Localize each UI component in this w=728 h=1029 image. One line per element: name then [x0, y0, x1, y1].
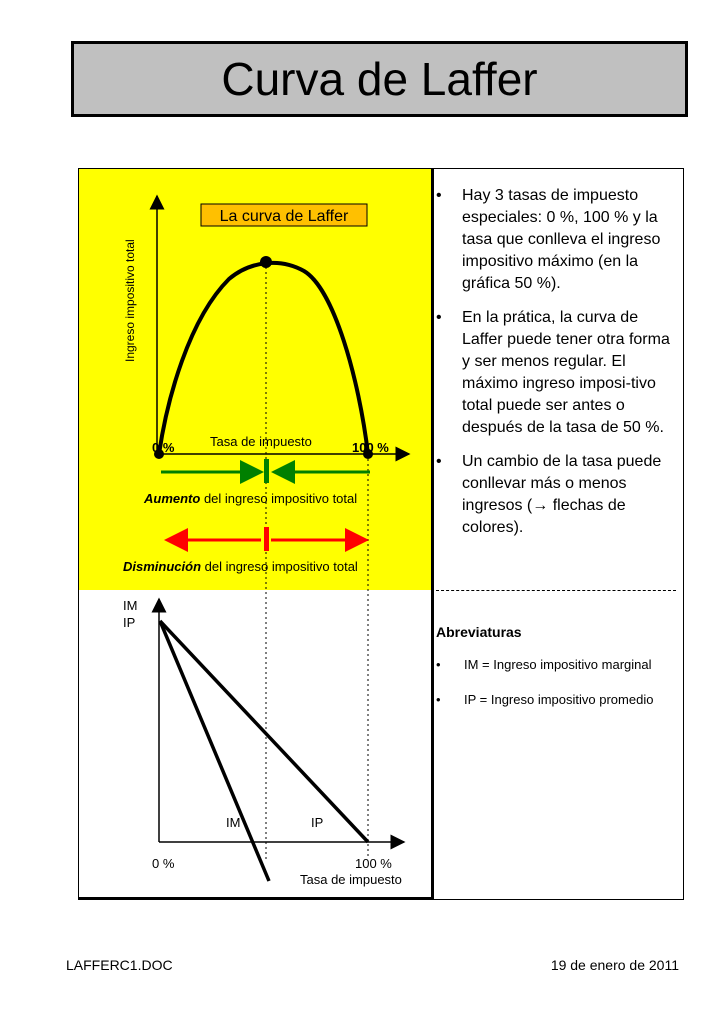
bullet-item-1: • Hay 3 tasas de impuesto especiales: 0 %, 100 % y la tasa que conlleva el ingreso impositivo máximo (en la gráfica 50 %).	[436, 187, 661, 292]
footer-date: 19 de enero de 2011	[550, 957, 679, 973]
dashed-separator	[436, 590, 676, 591]
left-bottom-border	[78, 897, 434, 900]
page-title: Curva de Laffer	[71, 41, 688, 117]
im-line-label: IM	[226, 815, 241, 830]
explanation-bullets	[434, 185, 682, 551]
top-x-label-0: 0 %	[152, 440, 175, 455]
bottom-x-title: Tasa de impuesto	[300, 872, 402, 887]
top-y-label: Ingreso impositivo total	[123, 239, 137, 362]
abbreviations-title: Abreviaturas	[436, 624, 522, 640]
footer-filename: LAFFERC1.DOC	[66, 957, 173, 973]
abbreviation-im: • IM = Ingreso impositivo marginal	[436, 657, 652, 672]
top-x-label-100: 100 %	[352, 440, 389, 455]
bottom-y-label-ip: IP	[123, 615, 136, 630]
bullet-item-3: • Un cambio de la tasa puede conllevar más o menos ingresos (→ flechas de colores).	[436, 453, 662, 536]
abbreviation-ip: • IP = Ingreso impositivo promedio	[436, 692, 654, 707]
bottom-x-label-0: 0 %	[152, 856, 175, 871]
ip-line-label: IP	[311, 815, 324, 830]
aumento-label: Aumento del ingreso impositivo total	[144, 491, 358, 506]
bottom-y-label-im: IM	[123, 598, 138, 613]
bottom-x-label-100: 100 %	[355, 856, 392, 871]
bullet-item-2: • En la prática, la curva de Laffer puede tener otra forma y ser menos regular. El máximo ingreso imposi-tivo total puede ser antes o después de la tasa de 50 %.	[436, 309, 670, 436]
curve-title-text: La curva de Laffer	[219, 208, 349, 225]
disminucion-label: Disminución del ingreso impositivo total	[123, 559, 358, 574]
top-x-label-mid: Tasa de impuesto	[210, 434, 312, 449]
